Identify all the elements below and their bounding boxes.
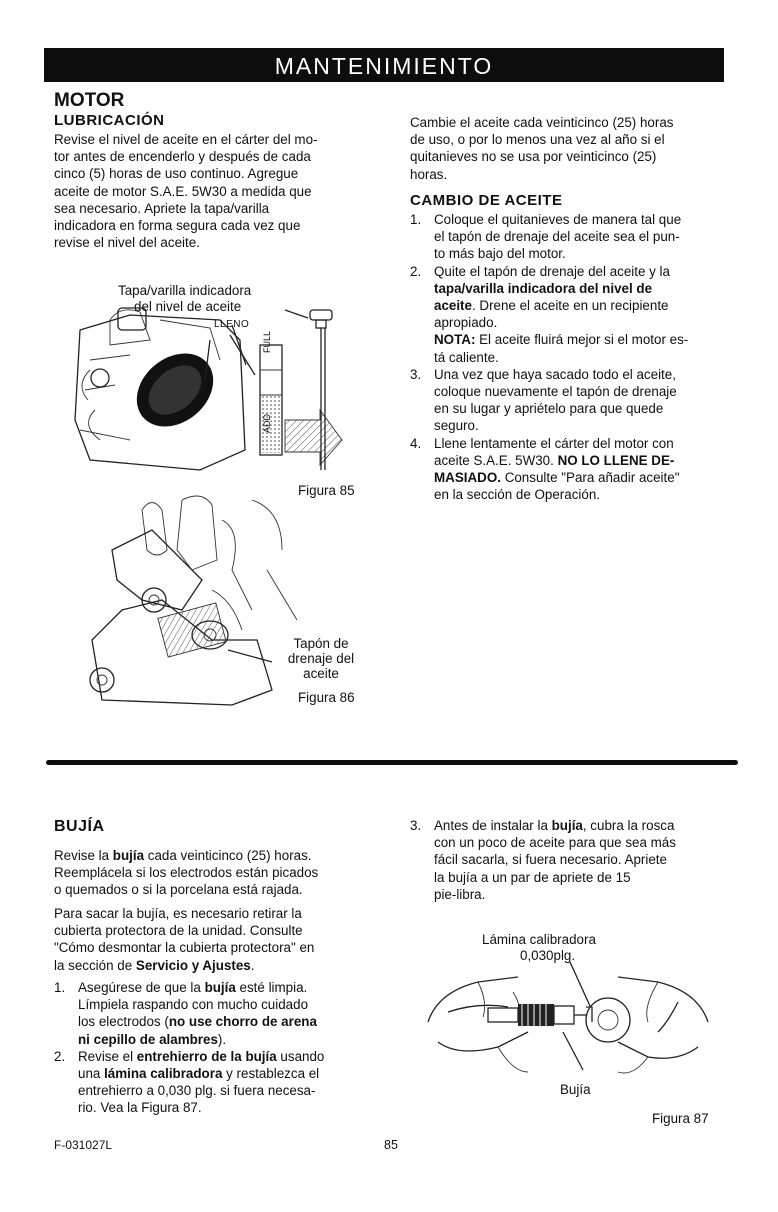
bold-term: aceite bbox=[434, 298, 472, 314]
bold-term: bujía bbox=[551, 818, 583, 833]
text-line: o quemados o si la porcelana está rajada. bbox=[54, 882, 303, 898]
step-item bbox=[410, 366, 740, 435]
text-line: coloque nuevamente el tapón de drenaje bbox=[434, 384, 677, 400]
text-span: . Drene el aceite en un recipiente bbox=[471, 298, 669, 314]
text-line: revise el nivel del aceite. bbox=[54, 235, 200, 251]
figure-86-caption: Figura 86 bbox=[298, 690, 355, 705]
bujia-paragraph-2 bbox=[54, 905, 404, 974]
figure-87-caption: Figura 87 bbox=[652, 1111, 709, 1126]
text-span: una bbox=[78, 1066, 105, 1082]
text-line: apropiado. bbox=[434, 315, 498, 331]
fig85-label-line2: del nivel de aceite bbox=[134, 299, 242, 314]
text-line: tor antes de encenderlo y después de cada bbox=[54, 149, 311, 165]
text-line: pie-libra. bbox=[434, 886, 486, 902]
text-span: Antes de instalar la bbox=[434, 818, 552, 833]
text-span: Revise la bbox=[54, 848, 113, 863]
oil-change-intro bbox=[410, 114, 740, 183]
text-line: Quite el tapón de drenaje del aceite y la bbox=[434, 263, 670, 279]
text-line: Coloque el quitanieves de manera tal que bbox=[434, 212, 682, 227]
text-line: indicadora en forma segura cada vez que bbox=[54, 218, 301, 234]
text-span: ). bbox=[217, 1031, 227, 1047]
step-item bbox=[54, 1048, 404, 1117]
text-line: sea necesario. Apriete la tapa/varilla bbox=[54, 200, 270, 216]
page-number: 85 bbox=[384, 1138, 398, 1152]
bold-term: Servicio y Ajustes bbox=[135, 957, 251, 973]
bold-term: bujía bbox=[112, 848, 145, 863]
fig87-bujia-label: Bujía bbox=[560, 1082, 591, 1097]
text-line: Una vez que haya sacado todo el aceite, bbox=[434, 366, 676, 382]
text-span: los electrodos ( bbox=[78, 1014, 169, 1030]
lubricacion-text bbox=[54, 131, 404, 251]
text-line: fácil sacarla, si fuera necesario. Apriete bbox=[434, 852, 667, 868]
text-line: Llene lentamente el cárter del motor con bbox=[434, 435, 674, 451]
text-span: usando bbox=[276, 1048, 325, 1064]
bujia-heading: BUJÍA bbox=[54, 818, 105, 835]
text-span: cada veinticinco (25) horas. bbox=[144, 848, 312, 863]
bold-term: ni cepillo de alambres bbox=[78, 1031, 218, 1047]
text-line: Reemplácela si los electrodos están picados bbox=[54, 865, 319, 881]
step-number: 4. bbox=[410, 435, 422, 451]
text-line: de uso, o por lo menos una vez al año si el bbox=[410, 132, 665, 148]
text-line: cubierta protectora de la unidad. Consulte bbox=[54, 923, 303, 939]
lubricacion-heading: LUBRICACIÓN bbox=[54, 112, 165, 129]
fig87-label-line1: Lámina calibradora bbox=[482, 932, 596, 947]
document-code: F-031027L bbox=[54, 1138, 113, 1152]
bold-term: no use chorro de arena bbox=[168, 1014, 317, 1030]
text-span: Revise el bbox=[78, 1048, 137, 1064]
bujia-steps-right bbox=[410, 817, 740, 903]
text-line: Revise el nivel de aceite en el cárter del mo- bbox=[54, 132, 318, 147]
step-item bbox=[410, 211, 740, 263]
bujia-paragraph-1 bbox=[54, 847, 404, 899]
fig87-label-line2: 0,030plg. bbox=[520, 948, 576, 963]
text-line: to más bajo del motor. bbox=[434, 246, 566, 262]
text-span: esté limpia. bbox=[235, 980, 308, 995]
cambio-aceite-heading: CAMBIO DE ACEITE bbox=[410, 192, 563, 209]
step-number: 2. bbox=[54, 1048, 66, 1064]
text-line: tá caliente. bbox=[434, 349, 499, 365]
text-line: seguro. bbox=[434, 418, 479, 434]
text-span: , cubra la rosca bbox=[582, 818, 675, 833]
text-line: en su lugar y apriételo para que quede bbox=[434, 401, 664, 417]
text-line: Límpiela raspando con mucho cuidado bbox=[78, 997, 309, 1013]
text-line: la bujía a un par de apriete de 15 bbox=[434, 869, 631, 885]
text-line: horas. bbox=[410, 166, 448, 182]
nota-label: NOTA: bbox=[434, 332, 476, 348]
step-number: 3. bbox=[410, 818, 422, 833]
text-span: y restablezca el bbox=[222, 1066, 320, 1082]
drain-label-line1: Tapón de bbox=[293, 636, 349, 651]
drain-label-line2: drenaje del bbox=[287, 651, 355, 666]
fig85-label-line1: Tapa/varilla indicadora bbox=[118, 283, 252, 298]
lleno-label: LLENO bbox=[214, 319, 250, 330]
bold-term: MASIADO. bbox=[434, 470, 501, 486]
text-line: aceite de motor S.A.E. 5W30 a medida que bbox=[54, 183, 312, 199]
text-span: Consulte "Para añadir aceite" bbox=[500, 470, 680, 486]
text-span: la sección de bbox=[54, 957, 136, 973]
oil-change-steps bbox=[410, 211, 740, 503]
step-number: 3. bbox=[410, 366, 422, 382]
bold-term: entrehierro de la bujía bbox=[136, 1048, 277, 1064]
step-item bbox=[54, 979, 404, 1048]
full-mark-label: FULL bbox=[262, 330, 272, 353]
bold-term: bujía bbox=[204, 980, 236, 995]
text-span: aceite S.A.E. 5W30. bbox=[434, 452, 558, 468]
text-line: el tapón de drenaje del aceite sea el pun- bbox=[434, 229, 680, 245]
text-span: Asegúrese de que la bbox=[78, 980, 205, 995]
figure-85-caption: Figura 85 bbox=[298, 483, 355, 498]
step-item bbox=[410, 817, 740, 903]
bujia-steps-left bbox=[54, 979, 404, 1117]
section-banner: MANTENIMIENTO bbox=[44, 48, 724, 82]
step-number: 1. bbox=[410, 212, 422, 227]
motor-heading: MOTOR bbox=[54, 90, 125, 111]
figure-87-spark-plug-illustration bbox=[418, 962, 718, 1082]
bold-term: lámina calibradora bbox=[104, 1066, 223, 1082]
text-line: Cambie el aceite cada veinticinco (25) horas bbox=[410, 115, 674, 130]
step-item bbox=[410, 263, 740, 366]
text-span: El aceite fluirá mejor si el motor es- bbox=[475, 332, 689, 348]
text-line: rio. Vea la Figura 87. bbox=[78, 1100, 202, 1116]
text-line: Para sacar la bujía, es necesario retirar la bbox=[54, 906, 302, 921]
section-divider bbox=[46, 760, 738, 765]
text-line: con un poco de aceite para que sea más bbox=[434, 835, 676, 851]
text-line: cinco (5) horas de uso continuo. Agregue bbox=[54, 166, 299, 182]
add-mark-label: ADD bbox=[262, 413, 272, 433]
drain-label-line3: aceite bbox=[303, 666, 339, 681]
text-line: entrehierro a 0,030 plg. si fuera necesa- bbox=[78, 1083, 316, 1099]
step-number: 2. bbox=[410, 263, 422, 279]
text-span: . bbox=[250, 957, 255, 973]
step-item bbox=[410, 435, 740, 504]
bold-term: tapa/varilla indicadora del nivel de bbox=[434, 280, 653, 296]
text-line: quitanieves no se usa por veinticinco (25) bbox=[410, 149, 657, 165]
text-line: "Cómo desmontar la cubierta protectora" en bbox=[54, 940, 315, 956]
step-number: 1. bbox=[54, 980, 66, 995]
bold-term: NO LO LLENE DE- bbox=[557, 452, 675, 468]
text-line: en la sección de Operación. bbox=[434, 487, 600, 503]
